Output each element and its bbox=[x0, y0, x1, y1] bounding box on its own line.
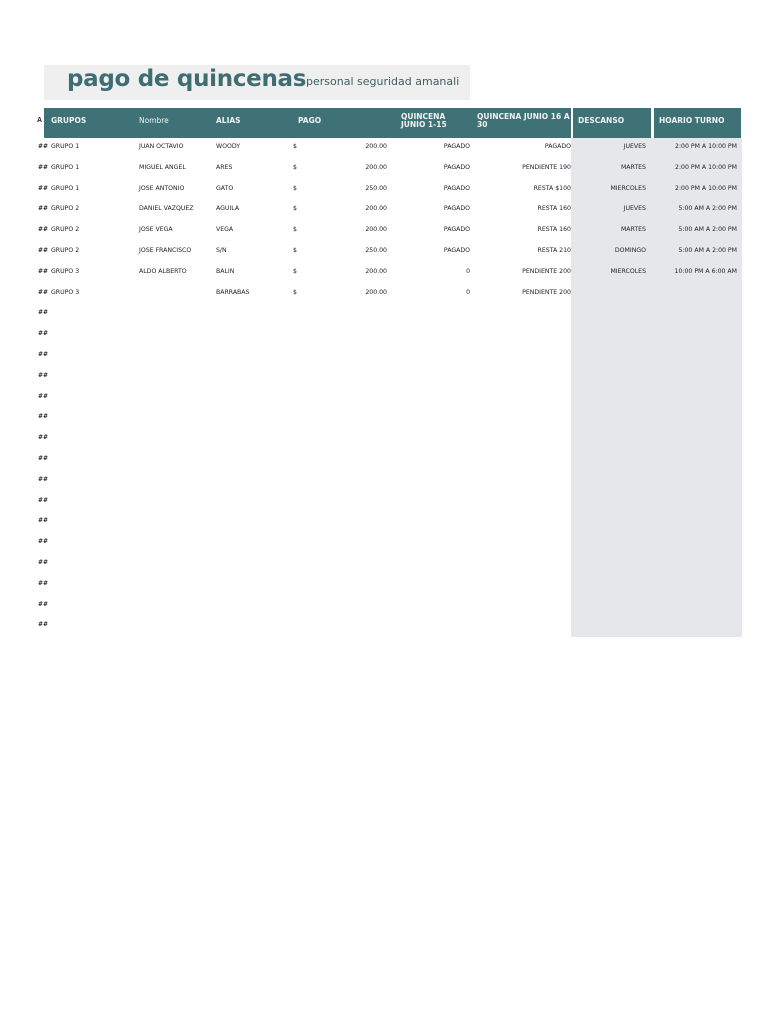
cell-grupo[interactable]: GRUPO 1 bbox=[51, 163, 80, 171]
row-marker: ## bbox=[38, 205, 49, 213]
cell-moneda[interactable]: $ bbox=[293, 184, 297, 192]
row-marker: ## bbox=[38, 538, 49, 546]
cell-moneda[interactable]: $ bbox=[293, 247, 297, 254]
cell-pago[interactable]: 200.00 bbox=[365, 267, 387, 275]
row-marker: ## bbox=[38, 371, 49, 379]
cell-grupo[interactable]: GRUPO 2 bbox=[51, 226, 80, 234]
cell-moneda[interactable]: $ bbox=[293, 267, 297, 275]
cell-pago[interactable]: 200.00 bbox=[365, 143, 387, 150]
cell-horario[interactable]: 5:00 AM A 2:00 PM bbox=[678, 226, 737, 234]
table-row bbox=[0, 455, 768, 476]
table-row bbox=[0, 351, 768, 372]
cell-nombre[interactable]: MIGUEL ANGEL bbox=[139, 163, 186, 171]
cell-grupo[interactable]: GRUPO 2 bbox=[51, 247, 80, 254]
cell-descanso[interactable]: MARTES bbox=[620, 163, 646, 171]
row-marker: ## bbox=[38, 455, 49, 462]
cell-moneda[interactable]: $ bbox=[293, 143, 297, 150]
cell-quincena-2[interactable]: PENDIENTE 190 bbox=[522, 163, 571, 171]
table-row bbox=[0, 393, 768, 414]
table-row bbox=[0, 413, 768, 434]
page-title: pago de quincenas bbox=[67, 66, 307, 92]
cell-horario[interactable]: 2:00 PM A 10:00 PM bbox=[675, 184, 737, 192]
row-marker: ## bbox=[38, 496, 49, 504]
cell-moneda[interactable]: $ bbox=[293, 288, 297, 296]
table-row bbox=[0, 143, 768, 164]
cell-horario[interactable]: 2:00 PM A 10:00 PM bbox=[675, 163, 737, 171]
cell-nombre[interactable]: ALDO ALBERTO bbox=[139, 267, 187, 275]
header-grupos[interactable]: GRUPOS bbox=[51, 116, 87, 125]
cell-moneda[interactable]: $ bbox=[293, 163, 297, 171]
cell-descanso[interactable]: JUEVES bbox=[623, 143, 646, 150]
cell-horario[interactable]: 5:00 AM A 2:00 PM bbox=[678, 247, 737, 254]
header-pago[interactable]: PAGO bbox=[298, 116, 322, 125]
cell-alias[interactable]: WOODY bbox=[216, 143, 241, 150]
table-row bbox=[0, 289, 768, 310]
cell-quincena-2[interactable]: PENDIENTE 200 bbox=[522, 288, 571, 296]
cell-horario[interactable]: 10:00 PM A 6:00 AM bbox=[674, 267, 737, 275]
table-row bbox=[0, 268, 768, 289]
cell-quincena-1[interactable]: PAGADO bbox=[443, 205, 470, 213]
table-row bbox=[0, 247, 768, 268]
table-row bbox=[0, 601, 768, 622]
cell-nombre[interactable]: JOSE FRANCISCO bbox=[139, 247, 192, 254]
row-marker: ## bbox=[38, 163, 49, 171]
cell-alias[interactable]: S/N bbox=[216, 247, 227, 254]
row-marker: ## bbox=[38, 267, 49, 275]
corner-label: A bbox=[37, 117, 43, 124]
table-row bbox=[0, 580, 768, 601]
cell-grupo[interactable]: GRUPO 1 bbox=[51, 184, 80, 192]
cell-alias[interactable]: BARRABAS bbox=[216, 288, 250, 296]
header-quincena-1[interactable] bbox=[401, 113, 447, 143]
table-row bbox=[0, 309, 768, 330]
cell-quincena-1[interactable]: PAGADO bbox=[443, 226, 470, 234]
header-nombre[interactable]: Nombre bbox=[139, 116, 169, 125]
row-marker: ## bbox=[38, 309, 49, 317]
cell-pago[interactable]: 250.00 bbox=[365, 247, 387, 254]
header-descanso[interactable]: DESCANSO bbox=[578, 116, 625, 125]
cell-nombre[interactable]: JUAN OCTAVIO bbox=[139, 143, 184, 150]
header-horario[interactable]: HOARIO TURNO bbox=[659, 116, 725, 125]
header-quincena-2-line1: QUINCENA JUNIO 16 A bbox=[477, 112, 570, 121]
row-marker: ## bbox=[38, 330, 49, 338]
page-subtitle: personal seguridad amanali bbox=[306, 75, 460, 88]
table-row bbox=[0, 434, 768, 455]
header-block-horario bbox=[654, 108, 741, 138]
row-marker: ## bbox=[38, 184, 49, 192]
row-marker: ## bbox=[38, 351, 49, 358]
cell-grupo[interactable]: GRUPO 1 bbox=[51, 143, 80, 150]
row-marker: ## bbox=[38, 559, 49, 566]
row-marker: ## bbox=[38, 475, 49, 483]
row-marker: ## bbox=[38, 288, 49, 296]
table-row bbox=[0, 330, 768, 351]
cell-quincena-2[interactable]: PENDIENTE 200 bbox=[522, 267, 571, 275]
table-row bbox=[0, 226, 768, 247]
cell-quincena-1[interactable]: PAGADO bbox=[443, 143, 470, 150]
cell-quincena-1[interactable]: 0 bbox=[466, 267, 470, 275]
cell-alias[interactable]: ARES bbox=[216, 163, 233, 171]
header-quincena-1-line1: QUINCENA bbox=[401, 112, 446, 121]
table-row bbox=[0, 559, 768, 580]
cell-grupo[interactable]: GRUPO 3 bbox=[51, 288, 80, 296]
cell-grupo[interactable]: GRUPO 2 bbox=[51, 205, 80, 213]
table-row bbox=[0, 621, 768, 642]
row-marker: ## bbox=[38, 621, 49, 629]
table-row bbox=[0, 517, 768, 538]
cell-nombre[interactable]: JOSE VEGA bbox=[139, 226, 173, 234]
table-row bbox=[0, 497, 768, 518]
cell-quincena-2[interactable]: RESTA 210 bbox=[537, 247, 571, 254]
row-marker: ## bbox=[38, 226, 49, 234]
cell-quincena-2[interactable]: RESTA 160 bbox=[537, 205, 571, 213]
cell-alias[interactable]: BALIN bbox=[216, 267, 235, 275]
cell-moneda[interactable]: $ bbox=[293, 205, 297, 213]
table-row bbox=[0, 164, 768, 185]
cell-grupo[interactable]: GRUPO 3 bbox=[51, 267, 80, 275]
header-quincena-1-line2: JUNIO 1-15 bbox=[401, 120, 447, 129]
row-marker: ## bbox=[38, 143, 49, 150]
cell-pago[interactable]: 200.00 bbox=[365, 226, 387, 234]
title-box bbox=[44, 65, 470, 100]
cell-quincena-2[interactable]: PAGADO bbox=[544, 143, 571, 150]
row-marker: ## bbox=[38, 517, 49, 525]
header-block-descanso bbox=[573, 108, 651, 138]
cell-pago[interactable]: 200.00 bbox=[365, 205, 387, 213]
cell-horario[interactable]: 2:00 PM A 10:00 PM bbox=[675, 143, 737, 150]
cell-descanso[interactable]: JUEVES bbox=[623, 205, 646, 213]
cell-quincena-1[interactable]: PAGADO bbox=[443, 163, 470, 171]
header-alias[interactable]: ALIAS bbox=[216, 116, 241, 125]
cell-quincena-1[interactable]: PAGADO bbox=[443, 184, 470, 192]
cell-quincena-2[interactable]: RESTA $100 bbox=[533, 184, 571, 192]
table-row bbox=[0, 205, 768, 226]
row-marker: ## bbox=[38, 579, 49, 587]
table-row bbox=[0, 476, 768, 497]
row-marker: ## bbox=[38, 392, 49, 400]
header-block-main bbox=[44, 108, 571, 138]
cell-descanso[interactable]: MARTES bbox=[620, 226, 646, 234]
row-marker: ## bbox=[38, 247, 49, 254]
cell-descanso[interactable]: DOMINGO bbox=[614, 247, 646, 254]
cell-pago[interactable]: 200.00 bbox=[365, 163, 387, 171]
cell-pago[interactable]: 200.00 bbox=[365, 288, 387, 296]
cell-nombre[interactable]: DANIEL VAZQUEZ bbox=[139, 205, 194, 213]
cell-nombre[interactable]: JOSE ANTONIO bbox=[139, 184, 185, 192]
cell-quincena-1[interactable]: PAGADO bbox=[443, 247, 470, 254]
row-marker: ## bbox=[38, 434, 49, 442]
table-row bbox=[0, 538, 768, 559]
table-row bbox=[0, 372, 768, 393]
cell-quincena-1[interactable]: 0 bbox=[466, 288, 470, 296]
cell-descanso[interactable]: MIERCOLES bbox=[610, 267, 646, 275]
header-quincena-2-line2: 30 bbox=[477, 120, 488, 129]
cell-alias[interactable]: GATO bbox=[216, 184, 234, 192]
row-marker: ## bbox=[38, 413, 49, 421]
cell-horario[interactable]: 5:00 AM A 2:00 PM bbox=[678, 205, 737, 213]
table-row bbox=[0, 185, 768, 206]
cell-moneda[interactable]: $ bbox=[293, 226, 297, 234]
cell-alias[interactable]: VEGA bbox=[216, 226, 234, 234]
cell-pago[interactable]: 250.00 bbox=[365, 184, 387, 192]
cell-quincena-2[interactable]: RESTA 160 bbox=[537, 226, 571, 234]
row-marker: ## bbox=[38, 600, 49, 608]
header-quincena-2[interactable] bbox=[477, 113, 570, 143]
cell-descanso[interactable]: MIERCOLES bbox=[610, 184, 646, 192]
cell-alias[interactable]: AGUILA bbox=[216, 205, 240, 213]
